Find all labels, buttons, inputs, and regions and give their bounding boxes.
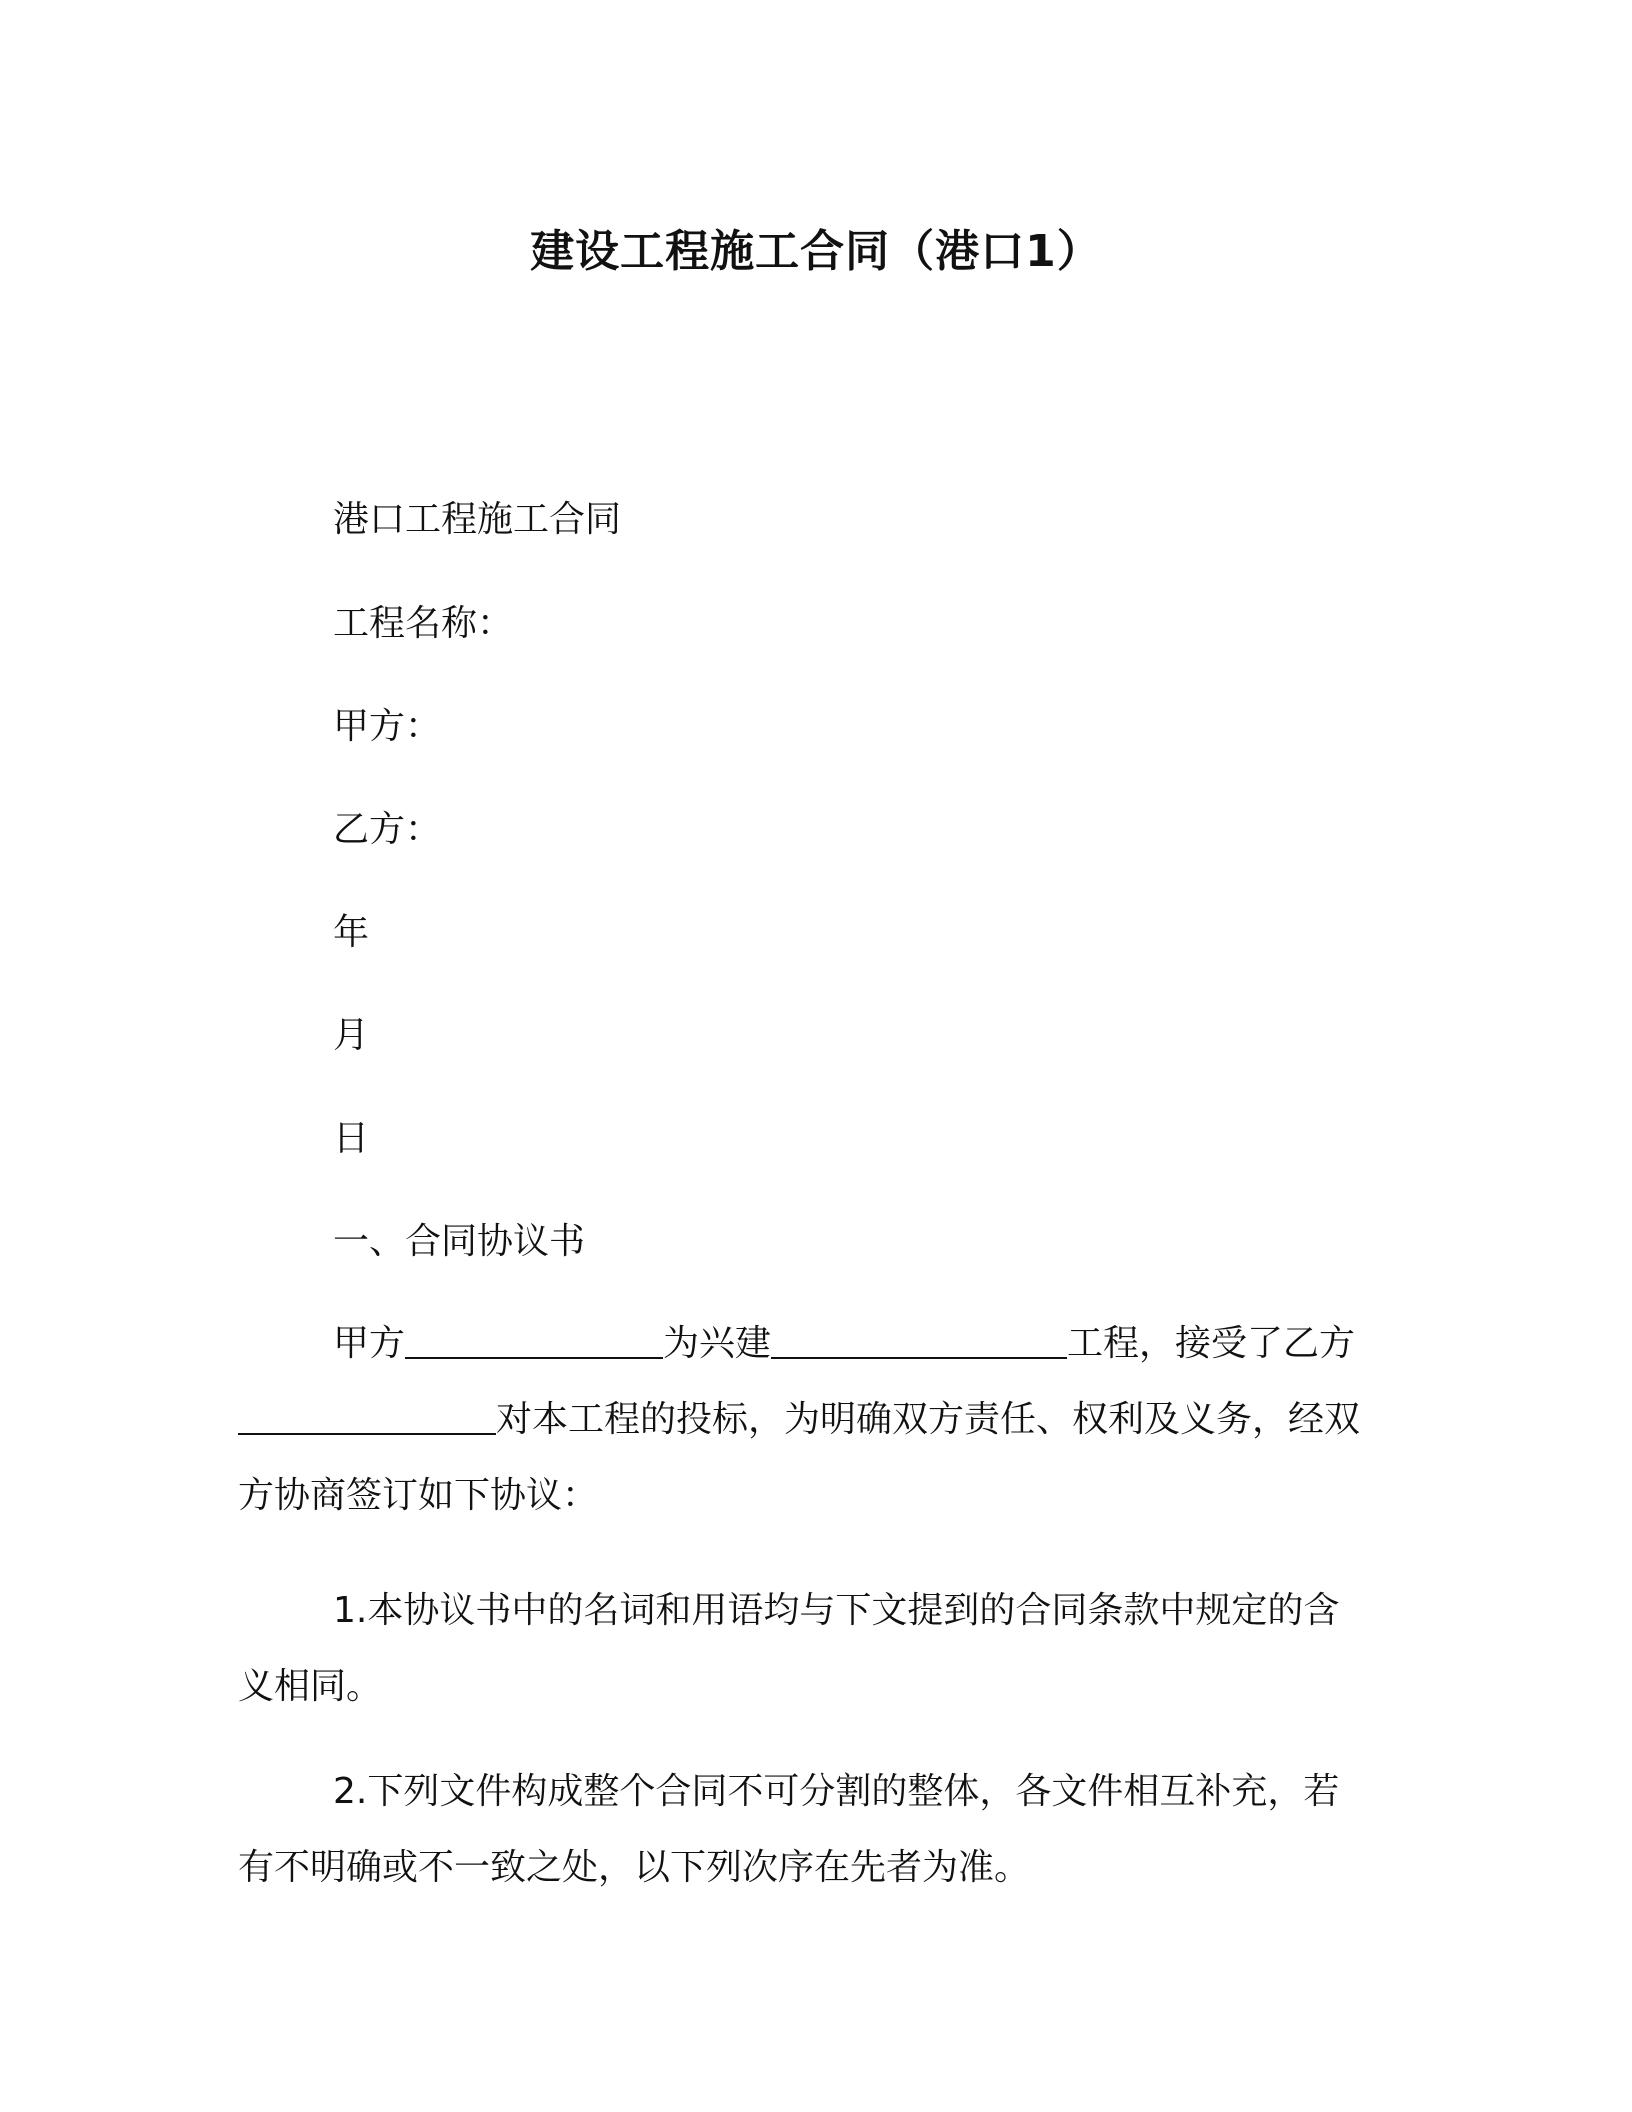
- project-blank: [771, 1323, 1067, 1359]
- party-a-blank: [405, 1323, 663, 1359]
- clause-1-text: 1.本协议书中的名词和用语均与下文提到的合同条款中规定的含义相同。: [238, 1590, 1340, 1707]
- contract-subtitle: 港口工程施工合同: [333, 499, 622, 540]
- year-label: 年: [333, 912, 370, 953]
- day-label: 日: [333, 1118, 370, 1159]
- month-label: 月: [333, 1015, 370, 1056]
- clause-1: [238, 1573, 1374, 1725]
- project-name-label: 工程名称：: [333, 603, 514, 644]
- agreement-text-4: 对本工程的投标，为明确双方责任、权利及义务，经双方协商签订如下协议：: [238, 1399, 1361, 1516]
- agreement-text-2: 为兴建: [663, 1323, 772, 1364]
- clause-2: [238, 1754, 1374, 1906]
- party-b-label: 乙方：: [333, 809, 442, 850]
- section-heading: 一、合同协议书: [333, 1221, 586, 1262]
- agreement-text-3: 工程，接受了乙方: [1067, 1323, 1356, 1364]
- party-b-blank: [238, 1399, 496, 1435]
- agreement-paragraph: [238, 1306, 1374, 1534]
- party-a-label: 甲方：: [333, 706, 442, 747]
- clause-2-text: 2.下列文件构成整个合同不可分割的整体，各文件相互补充，若有不明确或不一致之处，以下列次序在先者为准。: [238, 1771, 1340, 1888]
- document-title: 建设工程施工合同（港口1）: [530, 226, 1102, 277]
- agreement-text-1: 甲方: [333, 1323, 406, 1364]
